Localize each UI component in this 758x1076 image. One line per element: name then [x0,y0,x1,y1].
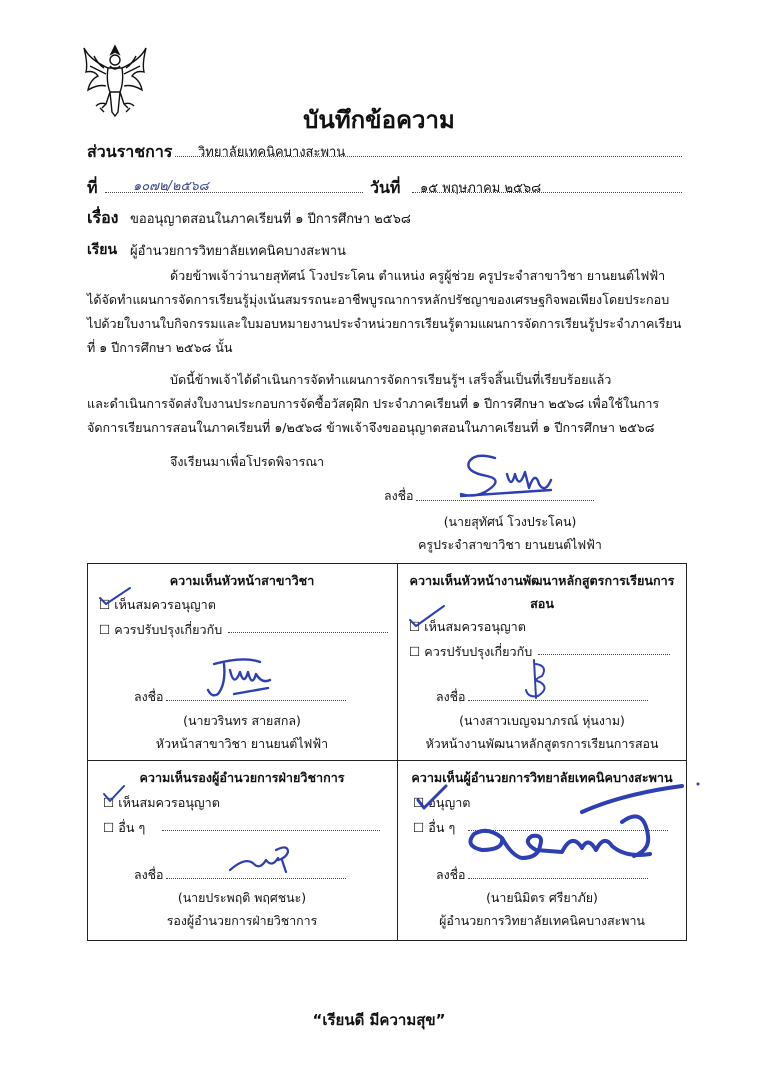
c1-opt2-dotline [228,632,388,633]
p2-line1: บัดนี้ข้าพเจ้าได้ดำเนินการจัดทำแผนการจัดการเรียนรู้ฯ เสร็จสิ้นเป็นที่เรียบร้อยแล้ว [170,372,612,387]
closing-text: จึงเรียนมาเพื่อโปรดพิจารณา [170,454,325,469]
dept-value: วิทยาลัยเทคนิคบางสะพาน [198,145,346,160]
c4-signature [412,776,702,876]
c3-signature [226,842,296,874]
c1-checkmark-icon [98,586,132,608]
c3-opt2-dotline [162,830,380,831]
requester-signature [455,450,555,504]
to-value: ผู้อำนวยการวิทยาลัยเทคนิคบางสะพาน [130,244,346,259]
c4-heading: ความเห็นผู้อำนวยการวิทยาลัยเทคนิคบางสะพาน [411,770,673,785]
c2-sign-dotline [468,700,648,701]
p1-line3: ไปด้วยใบงานใบกิจกรรมและใบมอบหมายงานประจำหน่วยการเรียนรู้ตามแผนการจัดการเรียนรู้ประจำภาคเรียน [87,316,682,331]
c2-opt1: ☐ เห็นสมควรอนุญาต [409,619,526,634]
c4-sign-label: ลงชื่อ [436,867,466,882]
p2-line3: จัดการเรียนการสอนในภาคเรียนที่ ๑/๒๕๖๘ ข้าพเจ้าจึงขออนุญาตสอนในภาคเรียนที่ ๑ ปีการศึกษา ๒๕๖๘ [87,420,655,435]
c1-signature [204,654,274,700]
c3-checkmark-icon [102,784,126,804]
c1-name: (นายวรินทร สายสกล) [183,713,301,728]
ref-label: ที่ [87,178,98,197]
c4-opt1: ☐ อนุญาต [413,795,471,810]
c4-name: (นายนิมิตร ศรียาภัย) [486,890,598,905]
c2-sign-label: ลงชื่อ [436,689,466,704]
c3-name: (นายประพฤติ พฤศชนะ) [177,890,307,905]
c1-position: หัวหน้าสาขาวิชา ยานยนต์ไฟฟ้า [155,736,329,751]
c2-heading-line1: ความเห็นหัวหน้างานพัฒนาหลักสูตรการเรียนการ [409,573,675,588]
c2-position: หัวหน้างานพัฒนาหลักสูตรการเรียนการสอน [425,736,659,751]
p1-line2: ได้จัดทำแผนการจัดการเรียนรู้มุ่งเน้นสมรรถนะอาชีพบูรณาการหลักปรัชญาของเศรษฐกิจพอเพียงโดยประกอบ [87,292,670,307]
date-label: วันที่ [370,178,401,197]
p2-line2: และดำเนินการจัดส่งใบงานประกอบการจัดซื้อวัสดุฝึก ประจำภาคเรียนที่ ๑ ปีการศึกษา ๒๕๖๘ เพื่อใช้ในการ [87,396,660,411]
c3-sign-dotline [166,878,346,879]
c2-opt2-dotline [538,654,670,655]
c4-opt2: ☐ อื่น ๆ [413,820,456,835]
c3-position: รองผู้อำนวยการฝ่ายวิชาการ [166,913,318,928]
c3-opt2: ☐ อื่น ๆ [103,820,146,835]
c1-opt2: ☐ ควรปรับปรุงเกี่ยวกับ [99,622,223,637]
dept-label: ส่วนราชการ [87,142,173,161]
c2-opt2: ☐ ควรปรับปรุงเกี่ยวกับ [409,644,533,659]
c3-heading: ความเห็นรองผู้อำนวยการฝ่ายวิชาการ [139,770,345,785]
p1-line4: ที่ ๑ ปีการศึกษา ๒๕๖๘ นั้น [87,340,233,355]
c2-signature [522,656,550,702]
c2-heading-line2: สอน [530,596,554,611]
subject-label: เรื่อง [87,208,119,227]
subject-value: ขออนุญาตสอนในภาคเรียนที่ ๑ ปีการศึกษา ๒๕๖๘ [130,212,411,227]
footer-motto: “เรียนดี มีความสุข” [312,1011,446,1029]
p1-line1: ด้วยข้าพเจ้าว่านายสุทัศน์ โวงประโคน ตำแหน่ง ครูผู้ช่วย ครูประจำสาขาวิชา ยานยนต์ไฟฟ้า [170,268,666,283]
date-value: ๑๕ พฤษภาคม ๒๕๖๘ [420,181,542,196]
requester-name: (นายสุทัศน์ โวงประโคน) [443,514,577,529]
requester-sign-label: ลงชื่อ [384,488,414,503]
table-horizontal-divider [87,760,687,761]
c2-name: (นางสาวเบญจมาภรณ์ หุ่นงาม) [459,713,625,728]
c4-sign-dotline [468,878,648,879]
c3-opt1: ☐ เห็นสมควรอนุญาต [103,795,220,810]
c1-heading: ความเห็นหัวหน้าสาขาวิชา [169,573,315,588]
c1-opt1: ☐ เห็นสมควรอนุญาต [99,597,216,612]
requester-position: ครูประจำสาขาวิชา ยานยนต์ไฟฟ้า [418,537,602,552]
ref-value: ๑๐๗๒/๒๕๖๘ [133,179,209,194]
to-label: เรียน [87,242,118,258]
c4-position: ผู้อำนวยการวิทยาลัยเทคนิคบางสะพาน [439,913,645,928]
c3-sign-label: ลงชื่อ [134,867,164,882]
document-title: บันทึกข้อความ [303,106,455,134]
c1-sign-dotline [166,700,346,701]
c2-checkmark-icon [408,604,446,630]
c1-sign-label: ลงชื่อ [134,689,164,704]
